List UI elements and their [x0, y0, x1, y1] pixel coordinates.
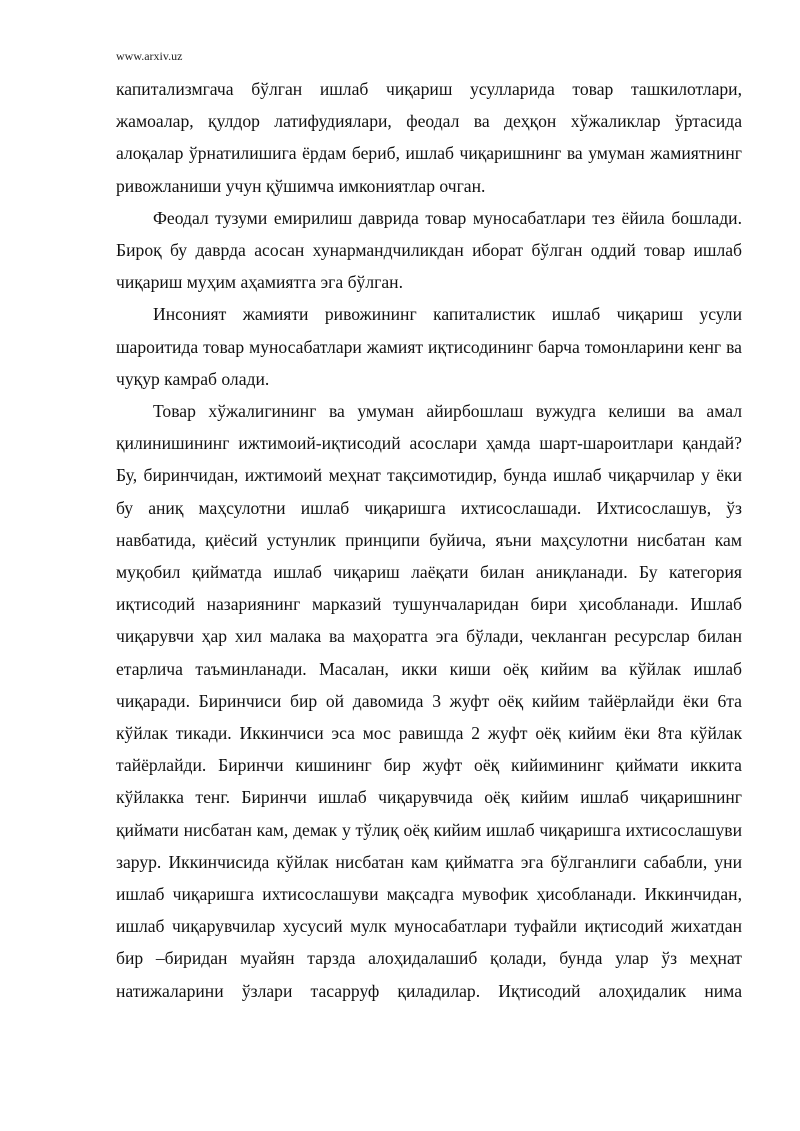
document-body	[116, 73, 742, 1007]
paragraph-continuation: капитализмгача бўлган ишлаб чиқариш усулларида товар ташкилотлари, жамоалар, қулдор латифудиялари, феодал ва деҳқон хўжаликлар ўртасида алоқалар ўрнатилишига ёрдам бериб, ишлаб чиқаришнинг ва умуман жамиятнинг ривожланиши учун қўшимча имкониятлар очган.	[116, 79, 742, 196]
site-url[interactable]: www.arxiv.uz	[116, 49, 183, 63]
paragraph-feudal-system: Феодал тузуми емирилиш даврида товар муносабатлари тез ёйила бошлади. Бироқ бу даврда асосан хунармандчиликдан иборат бўлган оддий товар ишлаб чиқариш муҳим аҳамиятга эга бўлган.	[116, 207, 742, 293]
paragraph-commodity-economy: Товар хўжалигининг ва умуман айирбошлаш вужудга келиши ва амал қилинишининг ижтимоий-иқтисодий асослари ҳамда шарт-шароитлари қандай? Бу, биринчидан, ижтимоий меҳнат тақсимотидир, бунда ишлаб чиқарчилар у ёки бу аниқ маҳсулотни ишлаб чиқаришга ихтисослашади. Ихтисослашув, ўз навбатида, қиёсий устунлик принципи буйича, яъни маҳсулотни нисбатан кам муқобил қийматда ишлаб чиқариш лаёқати билан аниқланади. Бу категория иқтисодий назариянинг марказий тушунчаларидан бири ҳисобланади. Ишлаб чиқарувчи ҳар хил малака ва маҳоратга эга бўлади, чекланган ресурслар билан етарлича таъминланади. Масалан, икки киши оёқ кийим ва кўйлак ишлаб чиқаради. Биринчиси бир ой давомида 3 жуфт оёқ кийим тайёрлайди ёки 6та кўйлак тикади. Иккинчиси эса мос равишда 2 жуфт оёқ кийим ёки 8та кўйлак тайёрлайди. Биринчи кишининг бир жуфт оёқ кийимининг қиймати иккита кўйлакка тенг. Биринчи ишлаб чиқарувчида оёқ кийим ишлаб чиқаришнинг қиймати нисбатан кам, демак у тўлиқ оёқ кийим ишлаб чиқаришга ихтисослашуви зарур. Иккинчисида кўйлак нисбатан кам қийматга эга бўлганлиги сабабли, уни ишлаб чиқаришга ихтисослашуви мақсадга мувофик ҳисобланади. Иккинчидан, ишлаб чиқарувчилар хусусий мулк муносабатлари туфайли иқтисодий жихатдан бир –биридан муайян тарзда алоҳидалашиб қолади, бунда улар ўз меҳнат натижаларини ўзлари тасарруф қиладилар. Иқтисодий алоҳидалик нима	[116, 401, 742, 1001]
paragraph-capitalist-production: Инсоният жамияти ривожининг капиталистик ишлаб чиқариш усули шароитида товар муносабатлари жамият иқтисодининг барча томонларини кенг ва чуқур камраб олади.	[116, 304, 742, 389]
